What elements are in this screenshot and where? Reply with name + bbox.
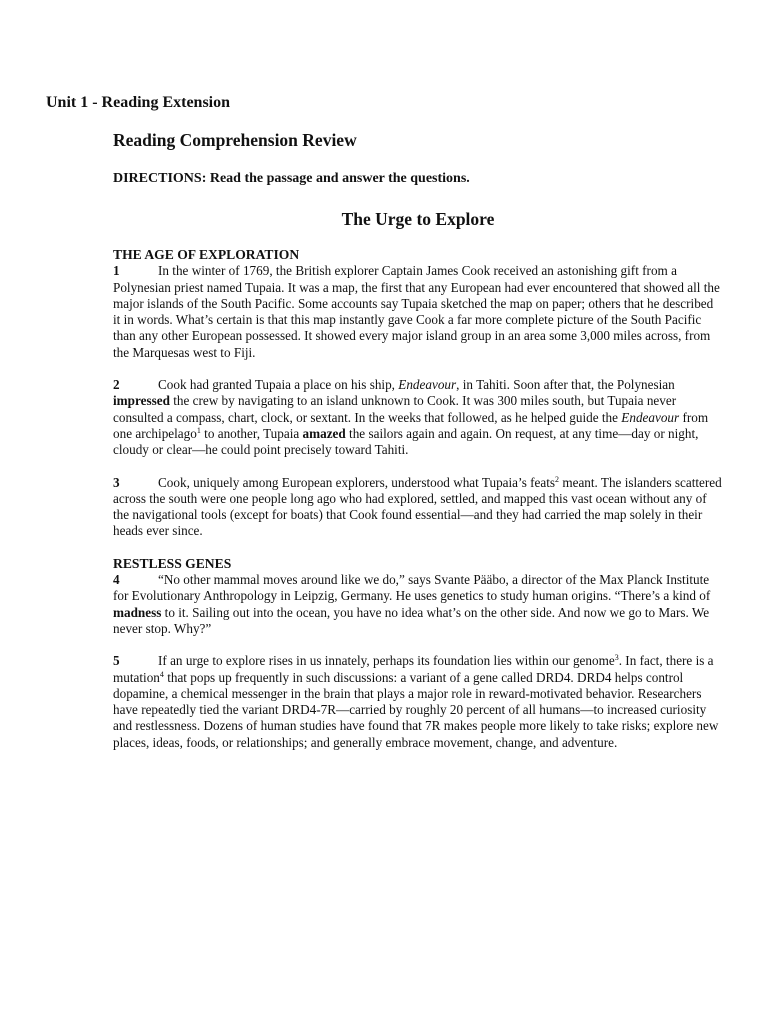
paragraph-text: from one archipelago [113,409,709,441]
italic-text: Endeavour [398,377,457,393]
section-heading: RESTLESS GENES [113,555,232,571]
vocabulary-word: amazed [302,425,346,441]
passage-title: The Urge to Explore [341,209,495,229]
paragraph-number: 4 [113,572,120,588]
unit-title: Unit 1 - Reading Extension [46,94,231,111]
directions-text: DIRECTIONS: Read the passage and answer the questions. [113,171,470,186]
paragraph-text: If an urge to explore rises in us innately, perhaps its foundation lies within our genome [158,653,615,669]
paragraph-text: In the winter of 1769, the British explorer Captain James Cook received an astonishing gift from a Polynesian priest named Tupaia. It was a map, the first that any European had ever encountered that showed all the major islands of the South Pacific. Some accounts say Tupaia sketched the map on paper; others that he described it in words. What’s certain is that this map instantly gave Cook a far more complete picture of the South Pacific than any other European possessed. It showed every major island group in an area some 3,000 miles across, from the Marquesas west to Fiji. [113,263,720,360]
vocabulary-word: impressed [113,393,170,409]
paragraph [113,653,723,751]
vocabulary-word: madness [113,604,162,620]
paragraph-text: , in Tahiti. Soon after that, the Polynesian [456,377,675,393]
paragraph [113,377,723,458]
paragraph-spacer [113,459,723,475]
paragraph-text: meant. The islanders scattered across the south were one people long ago who had explored, settled, and mapped this vast ocean without any of the navigational tools (except for boats) that Cook found essential—and they had carried the map solely in their heads ever since. [113,474,722,539]
paragraph-text: . In fact, there is a mutation [113,653,714,685]
paragraph [113,475,723,540]
paragraph-number: 5 [113,653,120,669]
paragraph-text: Cook, uniquely among European explorers, understood what Tupaia’s feats [158,474,556,490]
paragraph-text: “No other mammal moves around like we do,” says Svante Pääbo, a director of the Max Planck Institute for Evolutionary Anthropology in Leipzig, Germany. He uses genetics to study human origins. “There’s a kind of [113,572,711,604]
paragraph [113,572,723,637]
footnote-marker: 1 [196,425,201,435]
paragraph-text: to it. Sailing out into the ocean, you have no idea what’s on the other side. And now we go to Mars. We never stop. Why?” [113,604,710,636]
paragraph-number: 2 [113,377,120,393]
paragraph-text: that pops up frequently in such discussions: a variant of a gene called DRD4. DRD4 helps control dopamine, a chemical messenger in the brain that plays a major role in reward-motivated behavior. Researchers have repeatedly tied the variant DRD4-7R—carried by roughly 20 percent of all humans—to increased curiosity and restlessness. Dozens of human studies have found that 7R makes people more likely to take risks; explore new places, ideas, foods, or relationships; and generally embrace movement, change, and adventure. [113,669,719,750]
review-title: Reading Comprehension Review [113,130,357,150]
paragraph-number: 1 [113,263,120,279]
paragraph-text: the crew by navigating to an island unknown to Cook. It was 300 miles south, but Tupaia never consulted a compass, chart, clock, or sextant. In the weeks that followed, as he helped guide the [113,393,677,425]
paragraph-spacer [113,637,723,653]
paragraph-number: 3 [113,474,120,490]
italic-text: Endeavour [621,409,680,425]
section-heading: THE AGE OF EXPLORATION [113,247,300,262]
passage-body [113,247,723,751]
footnote-marker: 2 [555,474,560,484]
paragraph-spacer [113,540,723,556]
footnote-marker: 4 [159,669,164,679]
paragraph-text: to another, Tupaia [200,425,303,441]
paragraph-spacer [113,361,723,377]
footnote-marker: 3 [614,653,619,663]
paragraph [113,263,723,361]
paragraph-text: Cook had granted Tupaia a place on his ship, [158,377,399,393]
paragraph-text: the sailors again and again. On request, at any time—day or night, cloudy or clear—he could point precisely toward Tahiti. [113,425,699,458]
